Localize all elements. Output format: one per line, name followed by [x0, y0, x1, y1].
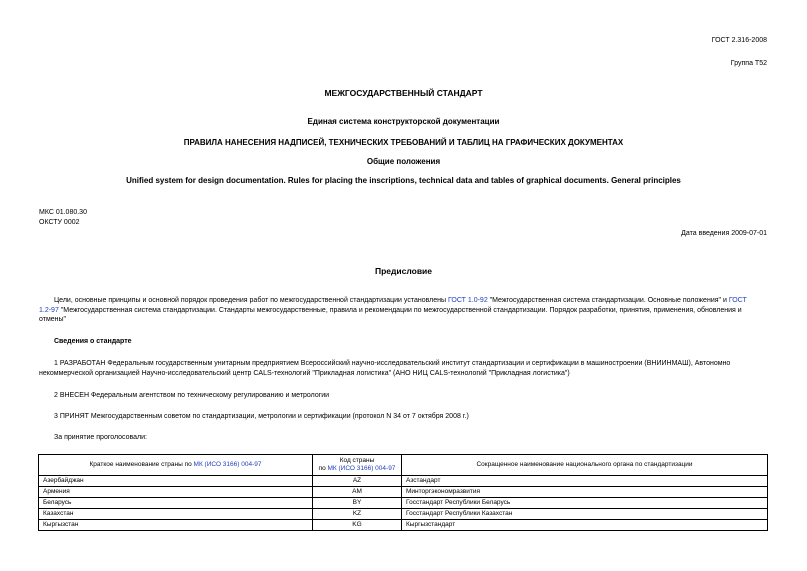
country-cell: Азербайджан — [39, 476, 313, 487]
table-row — [39, 498, 768, 509]
standard-subtitle: Общие положения — [366, 157, 441, 166]
table-row — [39, 509, 768, 520]
code-cell: AM — [313, 487, 402, 498]
preface-heading: Предисловие — [374, 266, 433, 276]
preface-text-1: Цели, основные принципы и основной порядок проведения работ по межгосударственной стандартизации установлены — [54, 297, 448, 304]
gost-1-2-link-a[interactable]: ГОСТ — [728, 297, 747, 304]
standard-title: ПРАВИЛА НАНЕСЕНИЯ НАДПИСЕЙ, ТЕХНИЧЕСКИХ ТРЕБОВАНИЙ И ТАБЛИЦ НА ГРАФИЧЕСКИХ ДОКУМЕНТАХ — [183, 138, 624, 147]
item-1-line-2: некоммерческой организацией Научно-исследовательский центр CALS-технологий "Прикладная логистика" (АНО НИЦ CALS-технологий "Прикладная логистика") — [39, 369, 570, 377]
code-cell: KG — [313, 520, 402, 531]
table-row — [39, 520, 768, 531]
item-3: 3 ПРИНЯТ Межгосударственным советом по стандартизации, метрологии и сертификации (протокол N 34 от 7 октября 2008 г.) — [54, 413, 469, 420]
doc-code: ГОСТ 2.316-2008 — [711, 37, 767, 44]
country-cell: Кыргызстан — [39, 520, 313, 531]
voting-countries-table — [38, 454, 768, 531]
country-header-text: Краткое наименование страны по — [89, 461, 194, 468]
body-column-header: Сокращенное наименование национального органа по стандартизации — [402, 455, 768, 476]
table-row — [39, 487, 768, 498]
about-standard-heading: Сведения о стандарте — [54, 338, 132, 345]
country-column-header — [39, 455, 313, 476]
body-cell: Азстандарт — [402, 476, 768, 487]
english-title: Unified system for design documentation. Rules for placing the inscriptions, technical data and tables of graphical documents. General principles — [126, 176, 681, 185]
preface-text-4: отмены" — [39, 316, 67, 323]
table-row — [39, 476, 768, 487]
okstu-code: ОКСТУ 0002 — [39, 219, 80, 226]
code-cell: AZ — [313, 476, 402, 487]
preface-text-2: "Межгосударственная система стандартизации. Основные положения" и — [487, 297, 729, 304]
body-cell: Госстандарт Республики Беларусь — [402, 498, 768, 509]
item-2: 2 ВНЕСЕН Федеральным агентством по техническому регулированию и метрологии — [54, 392, 330, 399]
gost-1-0-link[interactable]: ГОСТ 1.0-92 — [447, 297, 488, 304]
country-cell: Беларусь — [39, 498, 313, 509]
mks-code: МКС 01.080.30 — [39, 209, 87, 216]
code-cell: BY — [313, 498, 402, 509]
code-header-text: Код страны — [339, 457, 375, 464]
code-header-prefix: по — [318, 465, 328, 472]
group-code: Группа Т52 — [730, 60, 767, 67]
table-header-row — [39, 455, 768, 476]
body-cell: Госстандарт Республики Казахстан — [402, 509, 768, 520]
system-name: Единая система конструкторской документации — [307, 117, 500, 126]
code-cell: KZ — [313, 509, 402, 520]
body-cell: Кыргызстандарт — [402, 520, 768, 531]
standard-type: МЕЖГОСУДАРСТВЕННЫЙ СТАНДАРТ — [324, 88, 483, 98]
country-header-link[interactable]: МК (ИСО 3166) 004-97 — [193, 461, 262, 468]
gost-1-2-link-b[interactable]: 1.2-97 — [39, 306, 59, 314]
code-header-link[interactable]: МК (ИСО 3166) 004-97 — [327, 465, 396, 472]
country-cell: Армения — [39, 487, 313, 498]
introduction-date: Дата введения 2009-07-01 — [681, 230, 767, 237]
preface-text-3: "Межгосударственная система стандартизации. Стандарты межгосударственные, правила и рекомендации по межгосударственной стандартизации. Порядок разработки, принятия, применения, обновления и — [58, 306, 742, 314]
body-cell: Минторгэкономразвития — [402, 487, 768, 498]
code-column-header — [313, 455, 402, 476]
vote-caption: За принятие проголосовали: — [54, 434, 147, 441]
item-1-line-1: 1 РАЗРАБОТАН Федеральным государственным унитарным предприятием Всероссийский научно-исследовательский институт стандартизации и сертификации в машиностроении (ВНИИНМАШ), Автономно — [54, 360, 731, 367]
country-cell: Казахстан — [39, 509, 313, 520]
